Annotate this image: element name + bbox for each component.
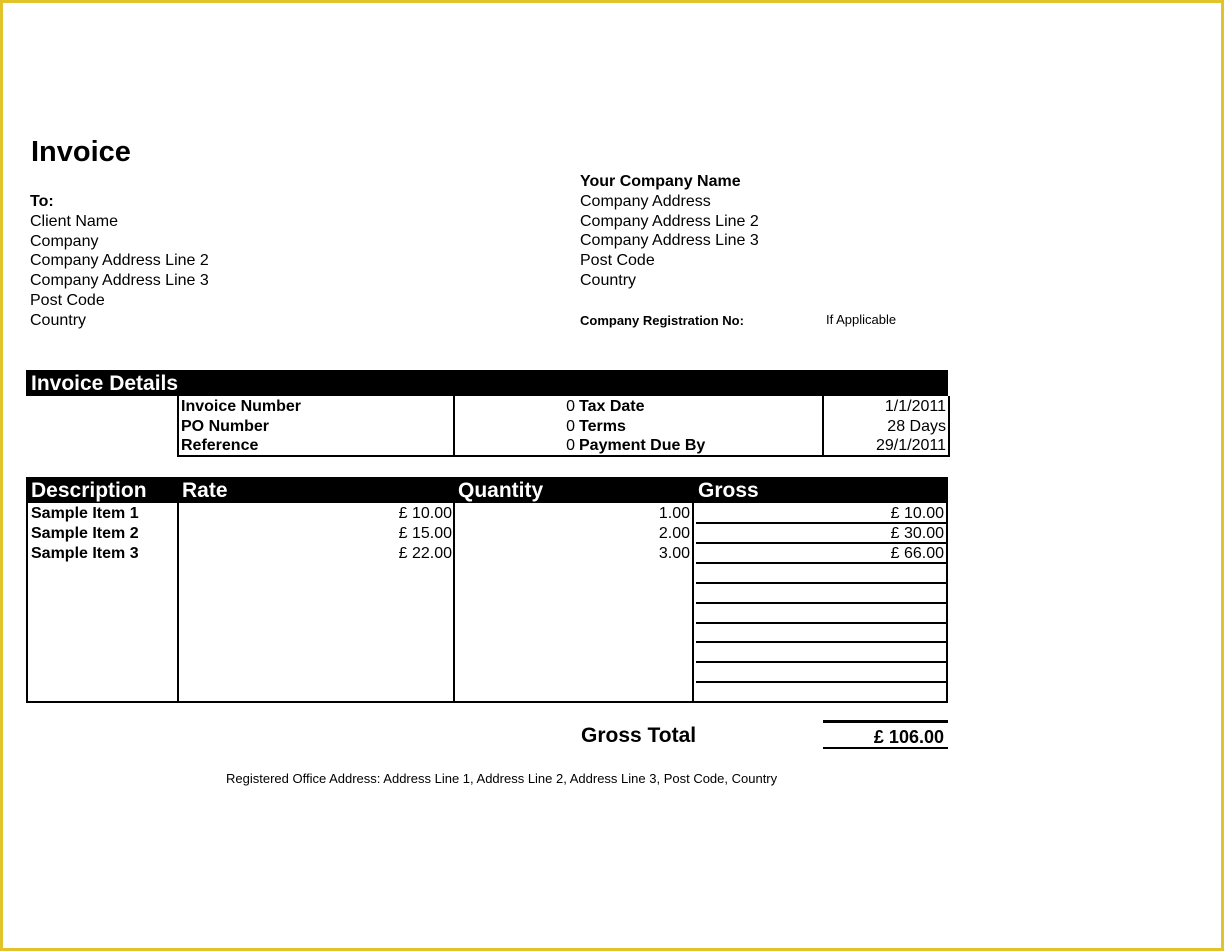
item-quantity: 3.00 bbox=[658, 545, 690, 562]
details-label: Invoice Number bbox=[181, 397, 302, 415]
registration-label: Company Registration No: bbox=[580, 313, 744, 328]
item-rate: £ 10.00 bbox=[398, 505, 452, 522]
company-line: Post Code bbox=[580, 252, 655, 270]
company-name: Your Company Name bbox=[580, 173, 741, 190]
grid-line bbox=[696, 622, 946, 624]
details-label: Reference bbox=[181, 437, 259, 454]
gross-total-value: £ 106.00 bbox=[873, 727, 944, 747]
details-value: 0 bbox=[454, 396, 577, 416]
gross-total-label: Gross Total bbox=[581, 724, 697, 747]
details-row bbox=[178, 436, 949, 456]
item-rate: £ 15.00 bbox=[398, 525, 452, 542]
details-row bbox=[178, 416, 949, 436]
items-header bbox=[26, 477, 948, 503]
column-divider bbox=[453, 503, 455, 701]
details-value: 28 Days bbox=[823, 416, 949, 436]
company-line: Country bbox=[580, 271, 637, 289]
gross-total-box bbox=[823, 720, 948, 749]
item-quantity: 2.00 bbox=[658, 525, 690, 542]
item-description: Sample Item 3 bbox=[31, 545, 139, 562]
company-line: Company Address Line 2 bbox=[580, 212, 759, 230]
page-title: Invoice bbox=[31, 136, 131, 168]
invoice-details-table bbox=[177, 396, 950, 457]
grid-line bbox=[696, 582, 946, 584]
company-line: Company Address bbox=[580, 192, 711, 210]
description-header: Description bbox=[31, 479, 147, 502]
bill-to-label: To: bbox=[30, 193, 54, 210]
details-value: 0 bbox=[454, 416, 577, 436]
company-line: Company Address Line 3 bbox=[580, 232, 759, 250]
grid-line bbox=[696, 602, 946, 604]
column-divider bbox=[692, 503, 694, 701]
invoice-details-header: Invoice Details bbox=[26, 370, 948, 396]
item-quantity: 1.00 bbox=[658, 505, 690, 522]
item-gross: £ 30.00 bbox=[890, 525, 944, 542]
details-value: 1/1/2011 bbox=[823, 396, 949, 416]
bill-to-block bbox=[30, 192, 209, 331]
bill-to-line: Company Address Line 2 bbox=[30, 252, 209, 270]
item-rate: £ 22.00 bbox=[398, 545, 452, 562]
company-block bbox=[580, 172, 759, 291]
quantity-header: Quantity bbox=[458, 479, 544, 502]
details-value: 29/1/2011 bbox=[823, 436, 949, 456]
item-description: Sample Item 1 bbox=[31, 505, 139, 522]
registration-value: If Applicable bbox=[826, 312, 897, 327]
item-gross: £ 66.00 bbox=[890, 545, 944, 562]
rate-header: Rate bbox=[182, 479, 228, 502]
column-divider bbox=[177, 503, 179, 701]
bill-to-line: Company Address Line 3 bbox=[30, 272, 209, 290]
bill-to-line: Post Code bbox=[30, 291, 105, 309]
gross-header: Gross bbox=[698, 479, 759, 502]
item-gross: £ 10.00 bbox=[890, 505, 944, 522]
details-label: Payment Due By bbox=[579, 437, 706, 454]
details-label: PO Number bbox=[181, 417, 270, 435]
details-label: Tax Date bbox=[579, 397, 645, 415]
details-label: Terms bbox=[579, 417, 626, 435]
item-description: Sample Item 2 bbox=[31, 525, 139, 542]
items-table bbox=[26, 503, 948, 703]
grid-line bbox=[696, 661, 946, 663]
details-value: 0 bbox=[454, 436, 577, 456]
bill-to-line: Country bbox=[30, 311, 87, 329]
grid-line bbox=[696, 681, 946, 683]
grid-line bbox=[696, 641, 946, 643]
registered-office-footer: Registered Office Address: Address Line 1, Address Line 2, Address Line 3, Post Code, Country bbox=[226, 771, 778, 786]
bill-to-line: Company bbox=[30, 232, 99, 250]
bill-to-line: Client Name bbox=[30, 212, 119, 230]
details-row bbox=[178, 396, 949, 416]
